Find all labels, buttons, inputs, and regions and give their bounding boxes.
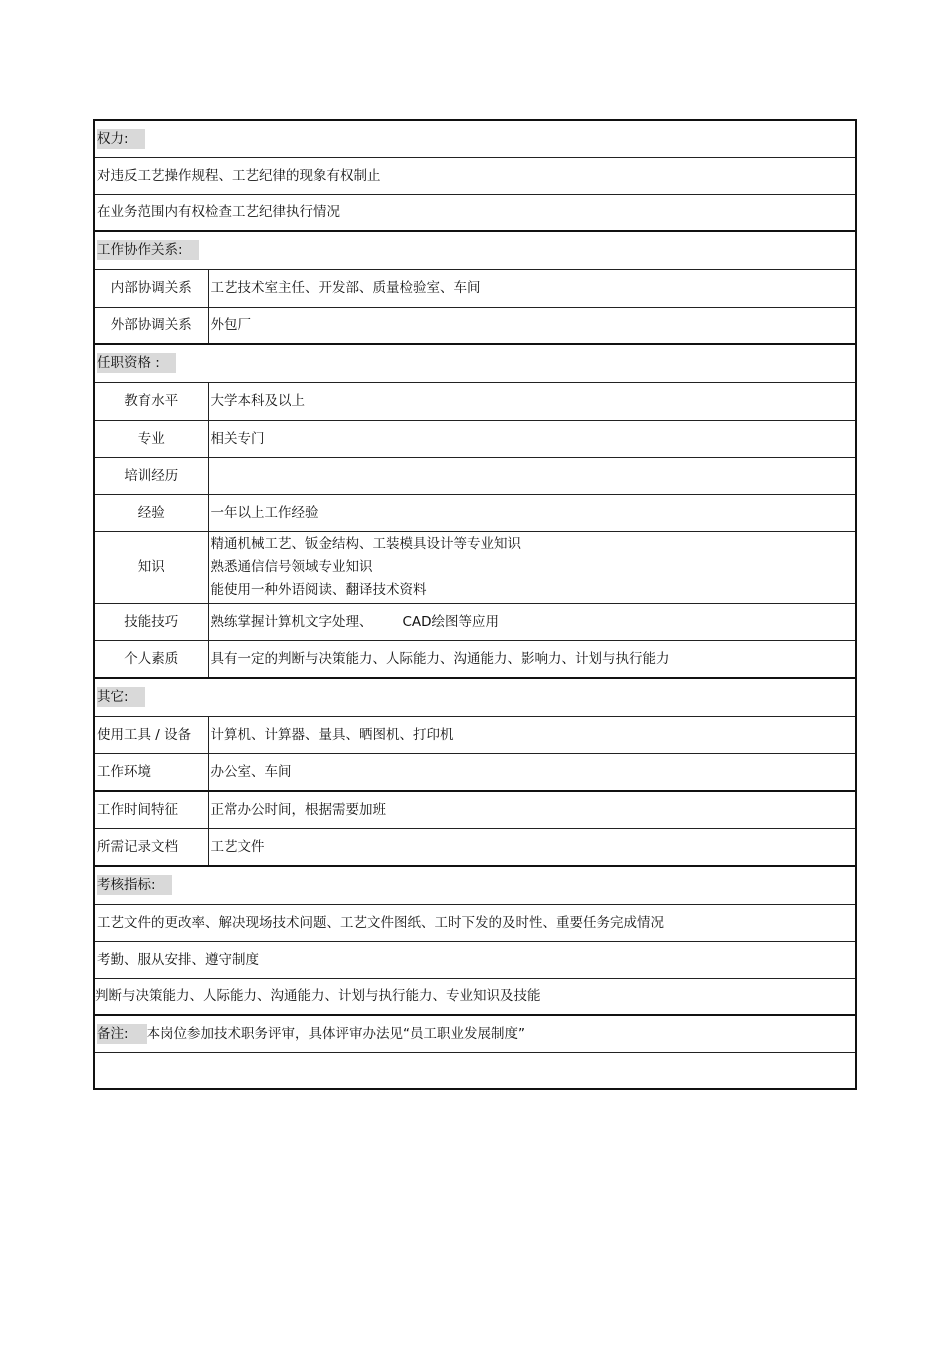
authority-item: 对违反工艺操作规程、工艺纪律的现象有权制止 <box>94 157 856 194</box>
remarks-text: 本岗位参加技术职务评审，具体评审办法见“员工职业发展制度” <box>146 1025 526 1042</box>
skills-value <box>208 603 856 640</box>
records-label: 所需记录文档 <box>94 828 208 866</box>
personal-quality-value: 具有一定的判断与决策能力、人际能力、沟通能力、影响力、计划与执行能力 <box>208 640 856 678</box>
training-value <box>208 457 856 494</box>
external-coordination-value: 外包厂 <box>208 307 856 344</box>
work-time-value: 正常办公时间，根据需要加班 <box>208 791 856 828</box>
tools-label: 使用工具 / 设备 <box>94 716 208 753</box>
environment-value: 办公室、车间 <box>208 753 856 791</box>
environment-label: 工作环境 <box>94 753 208 791</box>
knowledge-line: 能使用一种外语阅读、翻译技术资料 <box>210 581 427 598</box>
skills-label: 技能技巧 <box>94 603 208 640</box>
qualifications-header: 任职资格 : <box>97 353 176 373</box>
skills-value-part: 熟练掌握计算机文字处理、 <box>210 613 373 630</box>
knowledge-line: 熟悉通信信号领域专业知识 <box>210 558 373 575</box>
assessment-item: 工艺文件的更改率、解决现场技术问题、工艺文件图纸、工时下发的及时性、重要任务完成情况 <box>94 904 856 941</box>
records-value: 工艺文件 <box>208 828 856 866</box>
experience-value: 一年以上工作经验 <box>208 494 856 531</box>
other-header: 其它: <box>97 687 145 707</box>
internal-coordination-label: 内部协调关系 <box>94 269 208 307</box>
major-value: 相关专门 <box>208 420 856 457</box>
skills-value-part: CAD绘图等应用 <box>402 613 500 630</box>
remarks-cell <box>94 1015 856 1052</box>
experience-label: 经验 <box>94 494 208 531</box>
knowledge-label: 知识 <box>94 531 208 603</box>
assessment-header: 考核指标: <box>97 875 172 895</box>
knowledge-line: 精通机械工艺、钣金结构、工装模具设计等专业知识 <box>210 535 521 552</box>
assessment-header-cell <box>94 866 856 904</box>
collaboration-header: 工作协作关系: <box>97 240 199 260</box>
authority-item: 在业务范围内有权检查工艺纪律执行情况 <box>94 194 856 231</box>
education-value: 大学本科及以上 <box>208 382 856 420</box>
knowledge-value <box>208 531 856 603</box>
empty-row <box>94 1052 856 1089</box>
other-header-cell <box>94 678 856 716</box>
major-label: 专业 <box>94 420 208 457</box>
collaboration-header-cell <box>94 231 856 269</box>
authority-header: 权力: <box>97 129 145 149</box>
external-coordination-label: 外部协调关系 <box>94 307 208 344</box>
job-description-sheet <box>93 119 855 1090</box>
internal-coordination-value: 工艺技术室主任、开发部、质量检验室、车间 <box>208 269 856 307</box>
tools-value: 计算机、计算器、量具、晒图机、打印机 <box>208 716 856 753</box>
training-label: 培训经历 <box>94 457 208 494</box>
work-time-label: 工作时间特征 <box>94 791 208 828</box>
job-description-table <box>93 119 857 1090</box>
qualifications-header-cell <box>94 344 856 382</box>
personal-quality-label: 个人素质 <box>94 640 208 678</box>
assessment-item: 考勤、服从安排、遵守制度 <box>94 941 856 978</box>
education-label: 教育水平 <box>94 382 208 420</box>
assessment-item: 判断与决策能力、人际能力、沟通能力、计划与执行能力、专业知识及技能 <box>94 978 856 1015</box>
authority-header-cell <box>94 120 856 157</box>
remarks-header: 备注: <box>97 1024 147 1044</box>
